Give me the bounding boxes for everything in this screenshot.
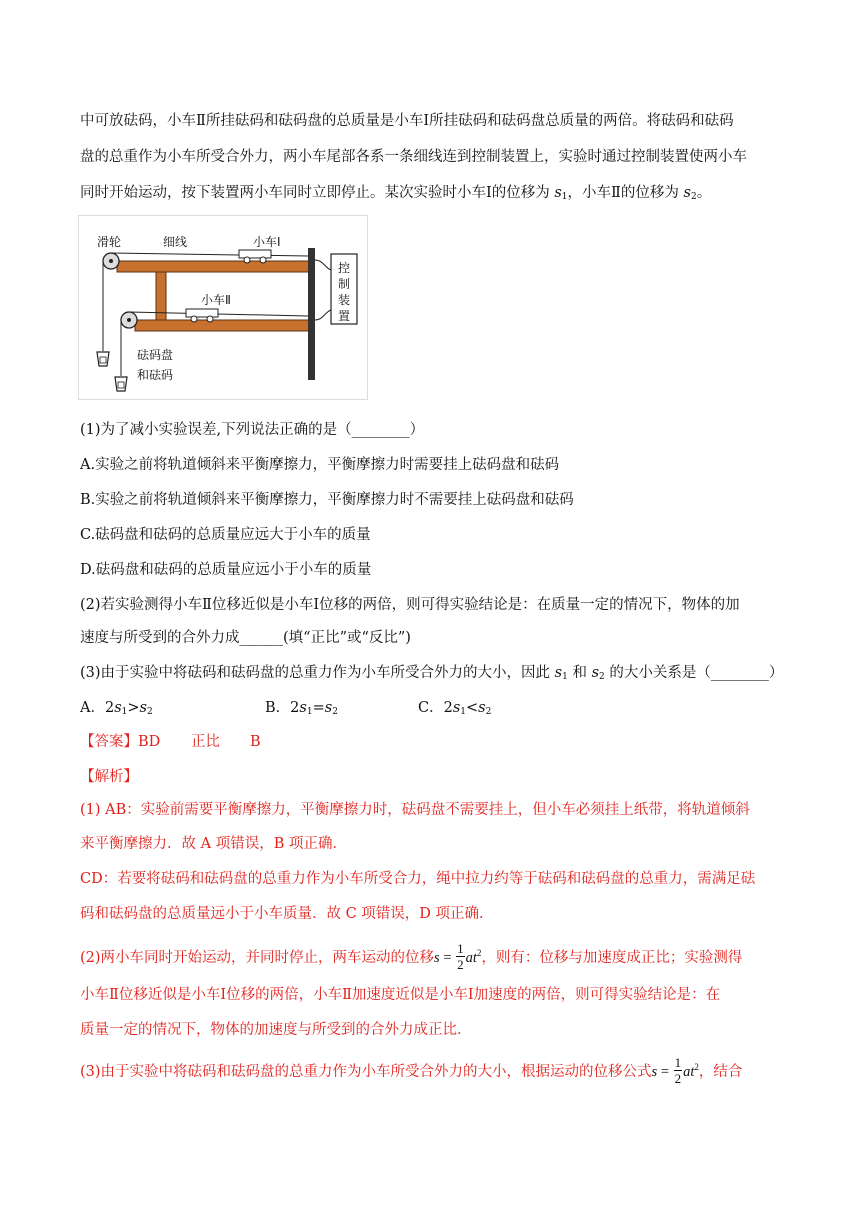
answer-2: 正比: [191, 734, 220, 750]
q3-option-b: B．$2s_1=s_2$: [265, 700, 338, 717]
answer-label: 【答案】BD: [80, 734, 161, 750]
intro-line-2: 盘的总重作为小车所受合外力，两小车尾部各系一条细线连到控制装置上，实验时通过控制装置使两小车: [80, 149, 747, 165]
weight-1: [97, 352, 109, 366]
analysis-p4-line-1: (3)由于实验中将砝码和砝码盘的总重力作为小车所受合外力的大小，根据运动的位移公式s = $\frac{1}{2}$ $at^2$，结合: [80, 1055, 743, 1087]
q2-line-1: (2)若实验测得小车Ⅱ位移近似是小车Ⅰ位移的两倍，则可得实验结论是：在质量一定的情况下，物体的加: [80, 597, 740, 613]
label-car-2: 小车Ⅱ: [201, 293, 231, 307]
end-plate: [308, 248, 315, 380]
q2-line-2: 速度与所受到的合外力成______(填“正比”或“反比”): [80, 630, 411, 646]
analysis-p1-line-1: (1) AB：实验前需要平衡摩擦力，平衡摩擦力时，砝码盘不需要挂上，但小车必须挂上纸带，将轨道倾斜: [80, 802, 750, 818]
q1-option-b: B.实验之前将轨道倾斜来平衡摩擦力，平衡摩擦力时不需要挂上砝码盘和砝码: [80, 492, 574, 508]
control-char-3: 装: [337, 293, 351, 307]
q3-option-c: C．$2s_1<s_2$: [418, 700, 492, 717]
car-2: [186, 309, 218, 317]
analysis-p2-line-1: CD：若要将砝码和砝码盘的总重力作为小车所受合力，绳中拉力约等于砝码和砝码盘的总重力，需满足砝: [80, 871, 756, 887]
label-weights-2: 和砝码: [137, 368, 174, 382]
control-char-2: 制: [337, 277, 351, 291]
analysis-label: 【解析】: [80, 769, 138, 785]
fraction-half-2: $\frac{1}{2}$: [674, 1055, 682, 1087]
analysis-p3-line-1: (2)两小车同时开始运动，并同时停止，两车运动的位移s = $\frac{1}{2}$ $at^2$，则有：位移与加速度成正比；实验测得: [80, 941, 743, 973]
label-pulley: 滑轮: [97, 235, 122, 249]
track-connector: [156, 272, 166, 327]
intro-line-3: 同时开始运动，按下装置两小车同时立即停止。某次实验时小车Ⅰ的位移为 $s_1$，小车Ⅱ的位移为 $s_2$。: [80, 185, 712, 202]
intro-line-1: 中可放砝码，小车Ⅱ所挂砝码和砝码盘的总质量是小车Ⅰ所挂砝码和砝码盘总质量的两倍。将砝码和砝码: [80, 113, 734, 129]
q1-option-d: D.砝码盘和砝码的总质量应远小于小车的质量: [80, 562, 372, 578]
q1-option-c: C.砝码盘和砝码的总质量应远大于小车的质量: [80, 527, 371, 543]
analysis-p1-line-2: 来平衡摩擦力．故 A 项错误，B 项正确．: [80, 836, 347, 852]
analysis-p3-line-3: 质量一定的情况下，物体的加速度与所受到的合外力成正比．: [80, 1022, 472, 1038]
label-string: 细线: [163, 235, 188, 249]
q1-option-a: A.实验之前将轨道倾斜来平衡摩擦力，平衡摩擦力时需要挂上砝码盘和砝码: [80, 457, 560, 473]
track-bottom: [135, 320, 312, 331]
control-char-1: 控: [337, 261, 351, 275]
experiment-diagram: [78, 215, 368, 400]
answer-3: B: [250, 734, 261, 750]
label-weights-1: 砝码盘: [137, 348, 174, 362]
car-1: [239, 250, 271, 258]
weight-2: [115, 377, 127, 391]
q1-stem: (1)为了减小实验误差,下列说法正确的是（________）: [80, 422, 425, 438]
q3-option-a: A．$2s_1>s_2$: [80, 700, 153, 717]
q3-stem: (3)由于实验中将砝码和砝码盘的总重力作为小车所受合外力的大小，因此 $s_1$ 和 $s_2$ 的大小关系是（________）: [80, 665, 784, 682]
track-top: [117, 261, 312, 272]
fraction-half: $\frac{1}{2}$: [457, 941, 464, 973]
label-car-1: 小车Ⅰ: [253, 235, 281, 249]
analysis-p3-line-2: 小车Ⅱ位移近似是小车Ⅰ位移的两倍，小车Ⅱ加速度近似是小车Ⅰ加速度的两倍，则可得实验结论是：在: [80, 987, 721, 1003]
control-char-4: 置: [337, 309, 351, 323]
analysis-p2-line-2: 码和砝码盘的总质量远小于小车质量．故 C 项错误，D 项正确．: [80, 906, 494, 922]
